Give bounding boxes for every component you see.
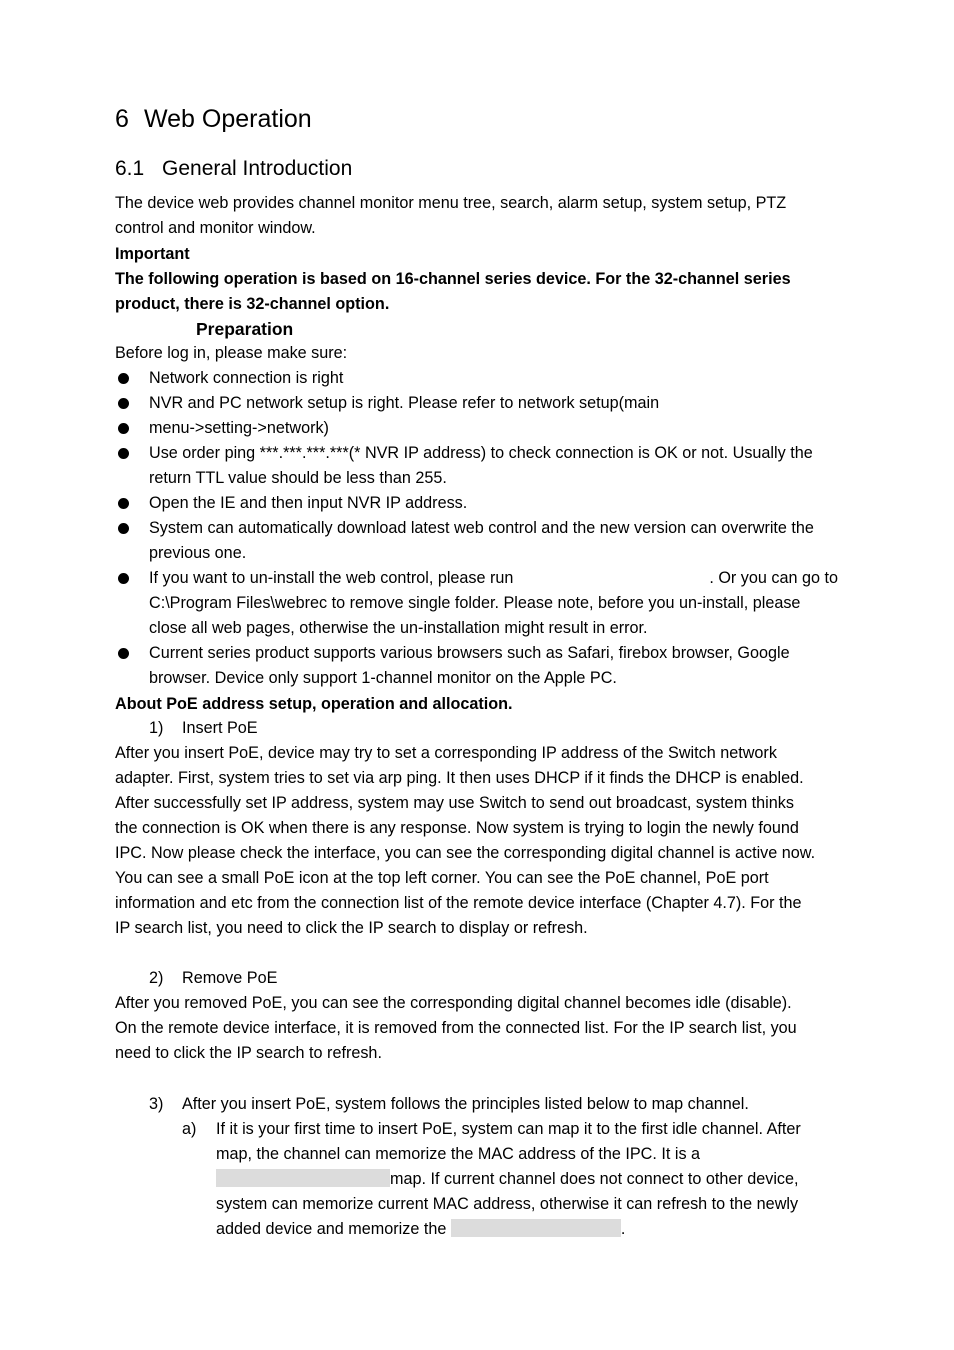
redacted-highlight: [216, 1169, 390, 1187]
intro-line: control and monitor window.: [115, 219, 316, 237]
list-item: System can automatically download latest web control and the new version can overwrite the previous one.: [115, 516, 838, 566]
intro-paragraph: [115, 191, 838, 241]
step-label: After you insert PoE, system follows the principles listed below to map channel.: [182, 1095, 749, 1113]
chapter-number: 6: [115, 105, 129, 133]
section-heading: [115, 154, 352, 184]
important-label: Important: [115, 245, 190, 263]
important-line: The following operation is based on 16-channel series device. For the 32-channel series: [115, 270, 791, 288]
important-note: [115, 242, 838, 317]
step-number: 2): [149, 969, 164, 987]
list-item: NVR and PC network setup is right. Please refer to network setup(main: [115, 391, 838, 416]
preparation-lead: Before log in, please make sure:: [115, 344, 348, 362]
poe-step-1-paragraph: After you insert PoE, device may try to set a corresponding IP address of the Switch network adapter. First, system tries to set via arp ping. It then uses DHCP if it finds the DHCP is enabled. After successfully set IP address, system may use Switch to send out broadcast, system thinks the connection is OK when there is any response. Now system is trying to login the newly found IPC. Now please check the interface, you can see the corresponding digital channel is active now. You can see a small PoE icon at the top left corner. You can see the PoE channel, PoE port information and etc from the connection list of the remote device interface (Chapter 4.7). For the IP search list, you need to click the IP search to display or refresh.: [115, 744, 816, 937]
chapter-title: Web Operation: [144, 105, 312, 133]
section-number: 6.1: [115, 157, 145, 180]
poe-step-2-heading: [149, 966, 277, 991]
bullet-dot-icon: [118, 398, 129, 409]
list-item: If you want to un-install the web control, please run . Or you can go to C:\Program Files\webrec to remove single folder. Please note, before you un-install, please close all web pages, otherwise the un-installation might result in error.: [115, 566, 838, 641]
list-item: Open the IE and then input NVR IP address.: [115, 491, 838, 516]
preparation-bullet-list: [115, 366, 838, 691]
step-label: Remove PoE: [182, 969, 278, 987]
preparation-title: Preparation: [196, 319, 294, 339]
list-item: menu->setting->network): [115, 416, 838, 441]
list-item: Current series product supports various browsers such as Safari, firebox browser, Google browser. Device only support 1-channel monitor on the Apple PC.: [115, 641, 838, 691]
step-number: 1): [149, 719, 164, 737]
step-label: Insert PoE: [182, 719, 258, 737]
bullet-dot-icon: [118, 573, 129, 584]
poe-section-title: About PoE address setup, operation and allocation.: [115, 695, 513, 713]
sub-step-text: If it is your first time to insert PoE, system can map it to the first idle channel. After map, the channel can memorize the MAC address of the IPC. It is a map. If current channel does not connect to other device, system can memorize current MAC address, otherwise it can refresh to the newly added device and memorize the .: [216, 1120, 801, 1238]
poe-step-3-heading: [149, 1092, 749, 1117]
bullet-dot-icon: [118, 523, 129, 534]
poe-step-1-heading: [149, 716, 258, 741]
bullet-dot-icon: [118, 423, 129, 434]
poe-step-3a: [182, 1117, 842, 1242]
chapter-heading: [115, 102, 312, 136]
step-number: 3): [149, 1095, 164, 1113]
redacted-highlight: [451, 1219, 621, 1237]
intro-line: The device web provides channel monitor menu tree, search, alarm setup, system setup, PTZ: [115, 194, 787, 212]
poe-step-2-paragraph: After you removed PoE, you can see the corresponding digital channel becomes idle (disable). On the remote device interface, it is removed from the connected list. For the IP search list, you need to click the IP search to refresh.: [115, 994, 797, 1062]
section-title: General Introduction: [162, 157, 353, 180]
sub-step-number: a): [182, 1120, 197, 1138]
bullet-dot-icon: [118, 498, 129, 509]
list-item: Use order ping ***.***.***.***(* NVR IP address) to check connection is OK or not. Usually the return TTL value should be less than 255.: [115, 441, 838, 491]
list-item: Network connection is right: [115, 366, 838, 391]
important-line: product, there is 32-channel option.: [115, 295, 390, 313]
bullet-dot-icon: [118, 373, 129, 384]
uninstall-line-tail: . Or you can go to: [709, 569, 838, 587]
bullet-dot-icon: [118, 648, 129, 659]
bullet-dot-icon: [118, 448, 129, 459]
